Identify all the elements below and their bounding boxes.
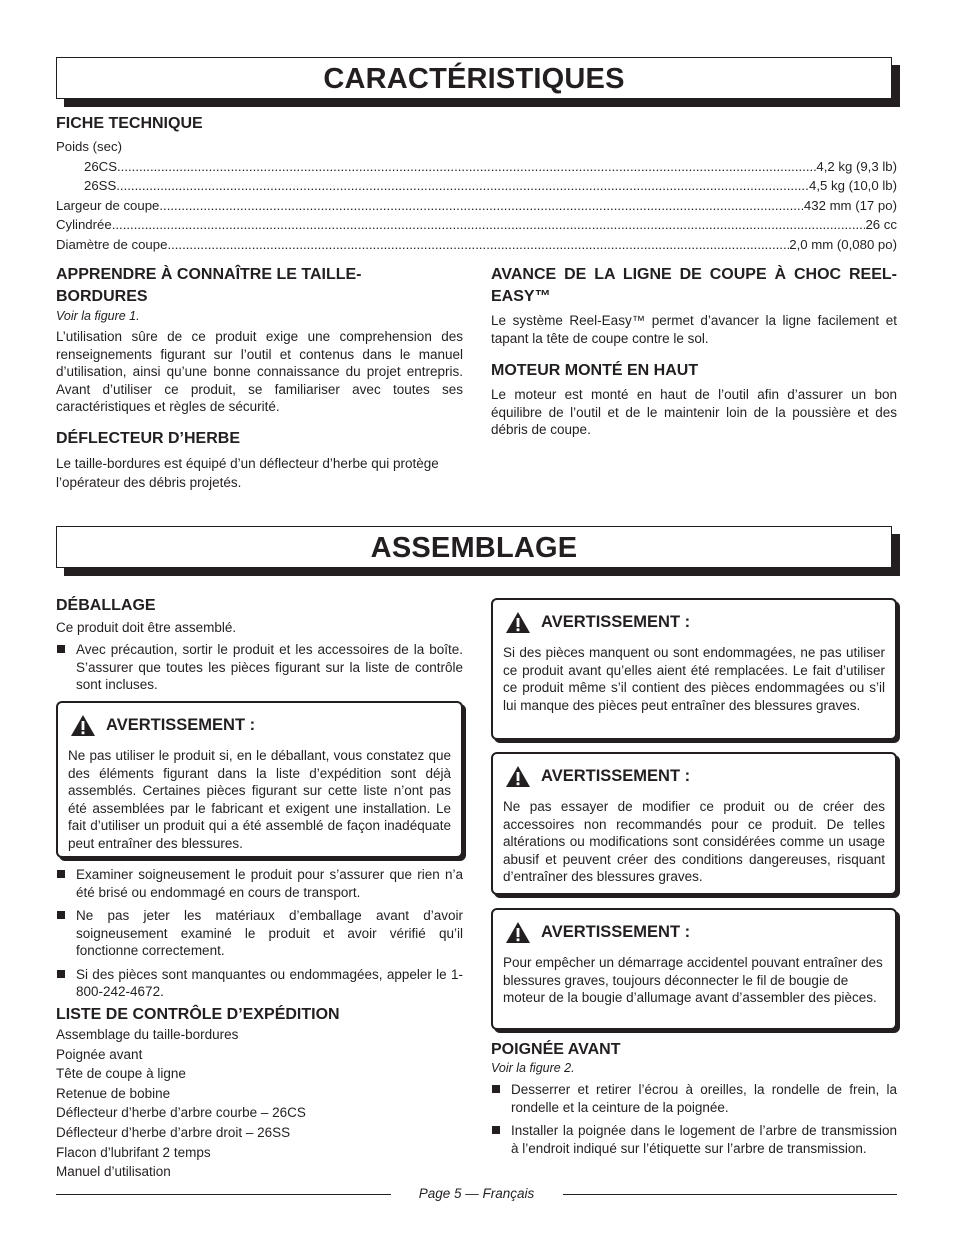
moteur-heading: MOTEUR MONTÉ EN HAUT	[491, 362, 699, 379]
bullet-square-icon	[492, 1085, 500, 1093]
warning-header	[68, 713, 451, 737]
poignee-figref: Voir la figure 2.	[491, 1061, 575, 1075]
warning-title: AVERTISSEMENT :	[541, 922, 691, 941]
warning-box	[491, 752, 897, 895]
fiche-technique-heading: FICHE TECHNIQUE	[56, 115, 203, 132]
list-item: Flacon d’lubrifant 2 temps	[56, 1144, 211, 1160]
page-footer	[56, 1186, 897, 1202]
warning-header	[503, 920, 885, 944]
apprendre-body: L’utilisation sûre de ce produit exige une comprehension des renseignements figurant sur l’outil et contenus dans le manuel d’utilisation, ainsi qu’une bonne connaissance du projet entrepris. Avant d’utiliser ce produit, se familiariser avec toutes ses caractéristiques et règles de sécurité.	[56, 329, 463, 414]
bullet-square-icon	[492, 1126, 500, 1134]
bullet-square-icon	[57, 911, 65, 919]
warning-title: AVERTISSEMENT :	[106, 715, 256, 734]
deflecteur-body: Le taille-bordures est équipé d’un déflecteur d’herbe qui protège l’opérateur des débris projetés.	[56, 456, 439, 490]
spec-row: 26SS ..... 4,5 kg (10,0 lb)	[56, 176, 897, 196]
bullet-square-icon	[57, 970, 65, 978]
bullet-square-icon	[57, 870, 65, 878]
page-number: Page 5 — Français	[418, 1186, 535, 1201]
list-item: Tête de coupe à ligne	[56, 1066, 186, 1082]
spec-poids-label: Poids (sec)	[56, 139, 122, 154]
section-banner-caracteristiques	[56, 57, 892, 99]
list-item: Desserrer et retirer l’écrou à oreilles, la rondelle de frein, la rondelle et la ceinture de la poignée.	[491, 1081, 897, 1116]
section-title: ASSEMBLAGE	[370, 532, 578, 564]
warning-title: AVERTISSEMENT :	[541, 766, 691, 785]
deballage-heading: DÉBALLAGE	[56, 597, 156, 614]
moteur-body: Le moteur est monté en haut de l’outil afin d’assurer un bon équilibre de l’outil et de le maintenir loin de la poussière et des débris de coupe.	[491, 387, 897, 437]
poignee-list	[491, 1081, 897, 1163]
deflecteur-heading: DÉFLECTEUR D’HERBE	[56, 430, 241, 447]
warning-text: Ne pas essayer de modifier ce produit ou de créer des accessoires non recommandés pour ce produit. De telles altérations ou modifications sont considérées comme un usage abusif et peuvent créer des conditions dangereuses, risquant d’entraîner des blessures graves.	[503, 799, 885, 884]
list-item: Avec précaution, sortir le produit et les accessoires de la boîte. S’assurer que toutes les pièces figurant sur la liste de contrôle sont incluses.	[56, 641, 463, 694]
list-item: Examiner soigneusement le produit pour s’assurer que rien n’a été brisé ou endommagé en cours de transport.	[56, 866, 463, 901]
deballage-intro: Ce produit doit être assemblé.	[56, 620, 237, 635]
spec-row: Cylindrée ..... 26 cc	[56, 215, 897, 235]
list-item: Si des pièces sont manquantes ou endommagées, appeler le 1-800-242-4672.	[56, 966, 463, 1001]
warning-box	[491, 908, 897, 1030]
warning-box	[491, 598, 897, 740]
warning-box	[56, 701, 463, 858]
deballage-list	[56, 866, 463, 1007]
spec-table	[56, 137, 897, 254]
list-item: Ne pas jeter les matériaux d’emballage avant d’avoir soigneusement examiné le produit et avoir vérifié qu’il fonctionne correctement.	[56, 907, 463, 960]
spec-row: 26CS ..... 4,2 kg (9,3 lb)	[56, 157, 897, 177]
warning-text: Si des pièces manquent ou sont endommagées, ne pas utiliser ce produit avant qu’elles aient été remplacées. Le fait d’utiliser ce produit même s’il contient des pièces endommagées ou s’il lui manque des pièces peut entraîner des blessures graves.	[503, 645, 885, 713]
list-item: Déflecteur d’herbe d’arbre courbe – 26CS	[56, 1105, 306, 1121]
spec-row: Largeur de coupe ..... 432 mm (17 po)	[56, 196, 897, 216]
warning-header	[503, 764, 885, 788]
section-banner-assemblage	[56, 526, 892, 568]
list-item: Installer la poignée dans le logement de l’arbre de transmission à l’endroit indiqué sur l’étiquette sur l’arbre de transmission.	[491, 1122, 897, 1157]
warning-triangle-icon	[70, 714, 96, 737]
warning-text: Pour empêcher un démarrage accidentel pouvant entraîner des blessures graves, toujours déconnecter le fil de bougie de moteur de la bougie d’allumage avant d’assembler des pièces.	[503, 955, 883, 1005]
apprendre-heading: APPRENDRE À CONNAÎTRE LE TAILLE-BORDURES	[56, 266, 362, 305]
warning-triangle-icon	[505, 921, 531, 944]
footer-rule-right	[563, 1194, 897, 1195]
warning-text: Ne pas utiliser le produit si, en le déballant, vous constatez que des éléments figurant dans la liste d’expédition sont déjà assemblés. Certaines pièces figurant sur cette liste n’ont pas été assemblées par le fabricant et exigent une installation. Le fait d’utiliser un produit qui a été assemblé de façon inadéquate peut entraîner des blessures.	[68, 748, 451, 851]
avance-heading: AVANCE DE LA LIGNE DE COUPE À CHOC REEL-EASY™	[491, 266, 897, 305]
poignee-heading: POIGNÉE AVANT	[491, 1041, 621, 1058]
warning-title: AVERTISSEMENT :	[541, 612, 691, 631]
list-item: Poignée avant	[56, 1046, 143, 1062]
shipping-checklist	[56, 1025, 306, 1182]
warning-triangle-icon	[505, 765, 531, 788]
list-item: Assemblage du taille-bordures	[56, 1027, 239, 1042]
apprendre-figref: Voir la figure 1.	[56, 309, 140, 323]
list-item: Déflecteur d’herbe d’arbre droit – 26SS	[56, 1124, 291, 1140]
spec-row: Diamètre de coupe ..... 2,0 mm (0,080 po)	[56, 235, 897, 255]
list-item: Manuel d’utilisation	[56, 1164, 171, 1180]
bullet-square-icon	[57, 645, 65, 653]
warning-triangle-icon	[505, 611, 531, 634]
liste-heading: LISTE DE CONTRÔLE D’EXPÉDITION	[56, 1006, 340, 1023]
avance-body: Le système Reel-Easy™ permet d’avancer la ligne facilement et tapant la tête de coupe contre le sol.	[491, 313, 897, 346]
section-title: CARACTÉRISTIQUES	[323, 63, 625, 95]
warning-header	[503, 610, 885, 634]
list-item: Retenue de bobine	[56, 1085, 171, 1101]
deballage-list-top	[56, 641, 463, 700]
